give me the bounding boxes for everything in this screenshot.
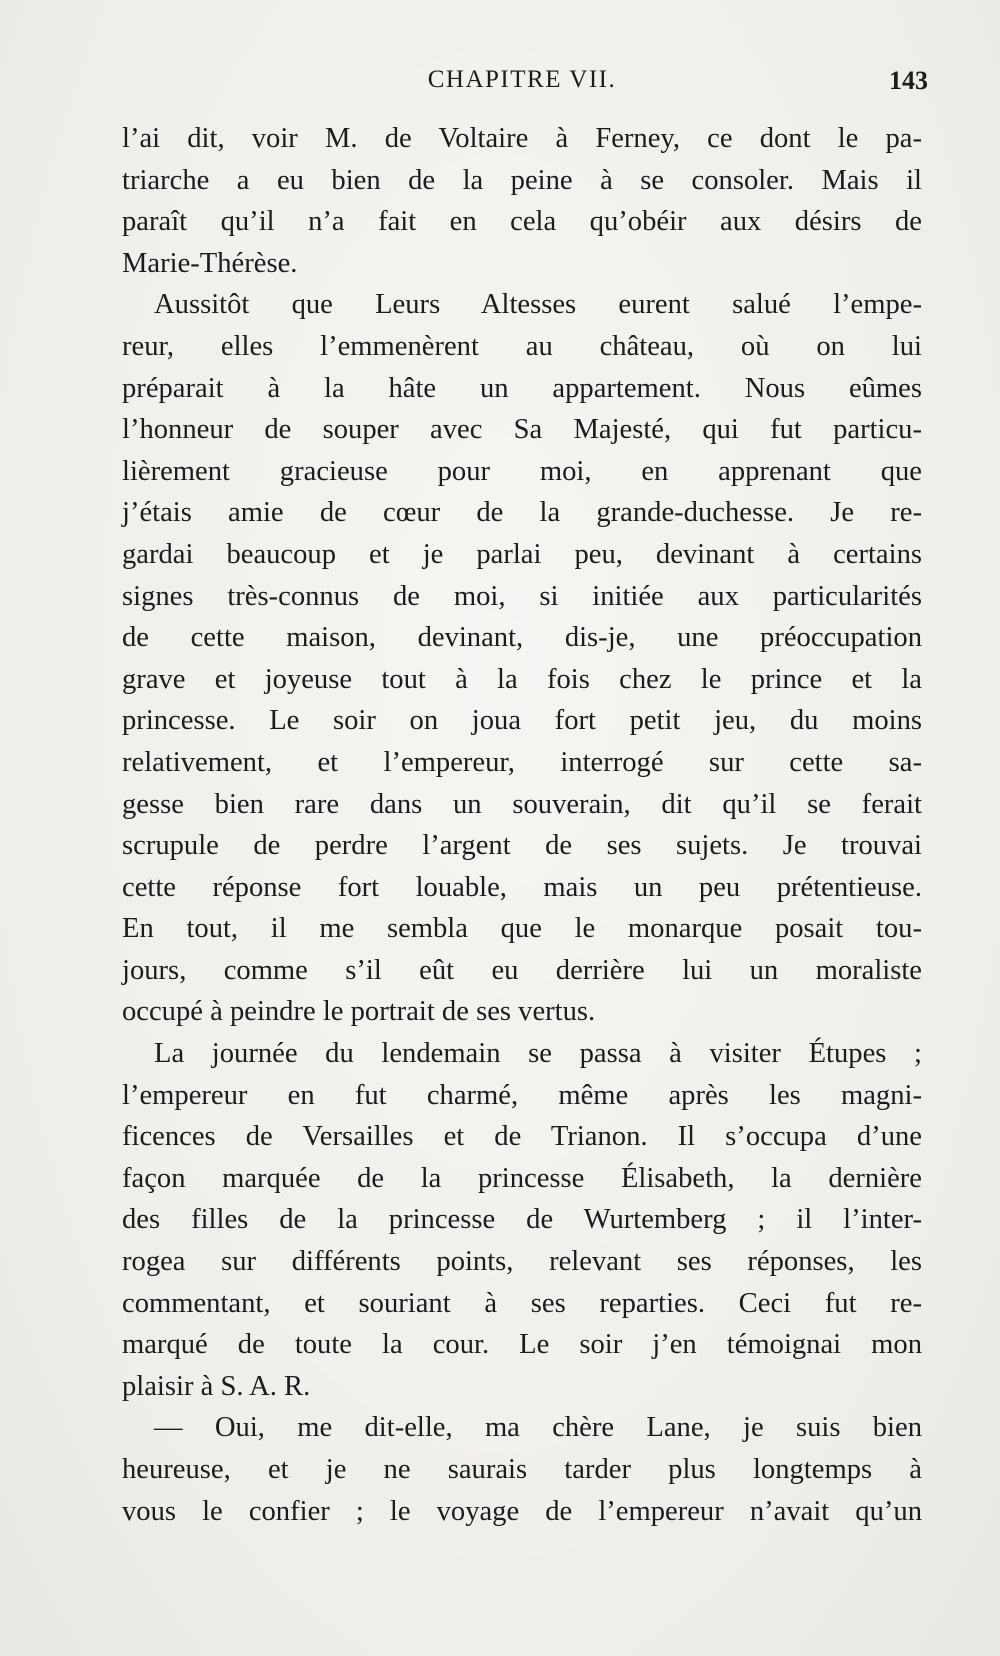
text-line: Aussitôt que Leurs Altesses eurent salué l’empe- — [154, 289, 922, 321]
text-line: heureuse, et je ne saurais tarder plus longtemps à — [122, 1454, 922, 1485]
text-line: — Oui, me dit-elle, ma chère Lane, je suis bien — [154, 1412, 922, 1444]
text-line: lièrement gracieuse pour moi, en apprenant que — [122, 455, 922, 487]
text-line: relativement, et l’empereur, interrogé sur cette sa- — [122, 746, 922, 778]
text-line: cette réponse fort louable, mais un peu prétentieuse. — [122, 871, 922, 903]
text-line: j’étais amie de cœur de la grande-duchesse. Je re- — [122, 497, 922, 529]
text-line: l’ai dit, voir M. de Voltaire à Ferney, ce dont le pa- — [122, 123, 922, 154]
text-line: façon marquée de la princesse Élisabeth, la dernière — [122, 1162, 922, 1194]
text-line: gesse bien rare dans un souverain, dit qu’il se ferait — [122, 788, 922, 820]
text-line: de cette maison, devinant, dis-je, une préoccupation — [122, 622, 922, 654]
text-line: rogea sur différents points, relevant ses réponses, les — [122, 1246, 922, 1278]
text-line: marqué de toute la cour. Le soir j’en témoignai mon — [122, 1329, 922, 1361]
text-line: commentant, et souriant à ses reparties. Ceci fut re- — [122, 1287, 922, 1319]
page-header — [122, 66, 928, 106]
text-line: En tout, il me sembla que le monarque posait tou- — [122, 913, 922, 945]
text-line: gardai beaucoup et je parlai peu, devinant à certains — [122, 538, 922, 570]
text-line: l’empereur en fut charmé, même après les magni- — [122, 1079, 922, 1111]
text-line: des filles de la princesse de Wurtemberg ; il l’inter- — [122, 1204, 922, 1236]
text-line: triarche a eu bien de la peine à se consoler. Mais il — [122, 164, 922, 196]
text-line: l’honneur de souper avec Sa Majesté, qui fut particu- — [122, 414, 922, 446]
text-line: paraît qu’il n’a fait en cela qu’obéir aux désirs de — [122, 206, 922, 238]
text-line: scrupule de perdre l’argent de ses sujets. Je trouvai — [122, 830, 922, 862]
text-line: occupé à peindre le portrait de ses vertus. — [122, 996, 596, 1028]
body-text — [122, 118, 922, 1532]
text-line: jours, comme s’il eût eu derrière lui un moraliste — [122, 954, 922, 986]
running-head: CHAPITRE VII. — [427, 66, 617, 93]
text-line: plaisir à S. A. R. — [122, 1370, 311, 1402]
text-line: ficences de Versailles et de Trianon. Il s’occupa d’une — [122, 1121, 922, 1153]
text-line: préparait à la hâte un appartement. Nous eûmes — [122, 372, 922, 404]
text-line: reur, elles l’emmenèrent au château, où on lui — [122, 330, 922, 362]
text-line: La journée du lendemain se passa à visiter Étupes ; — [154, 1038, 922, 1070]
text-line: signes très-connus de moi, si initiée aux particularités — [122, 580, 922, 612]
text-line: princesse. Le soir on joua fort petit jeu, du moins — [122, 705, 922, 737]
text-line: vous le confier ; le voyage de l’empereur n’avait qu’un — [122, 1495, 922, 1527]
text-line: grave et joyeuse tout à la fois chez le prince et la — [122, 663, 922, 695]
page-number: 143 — [889, 66, 928, 95]
text-line: Marie-Thérèse. — [122, 247, 298, 279]
